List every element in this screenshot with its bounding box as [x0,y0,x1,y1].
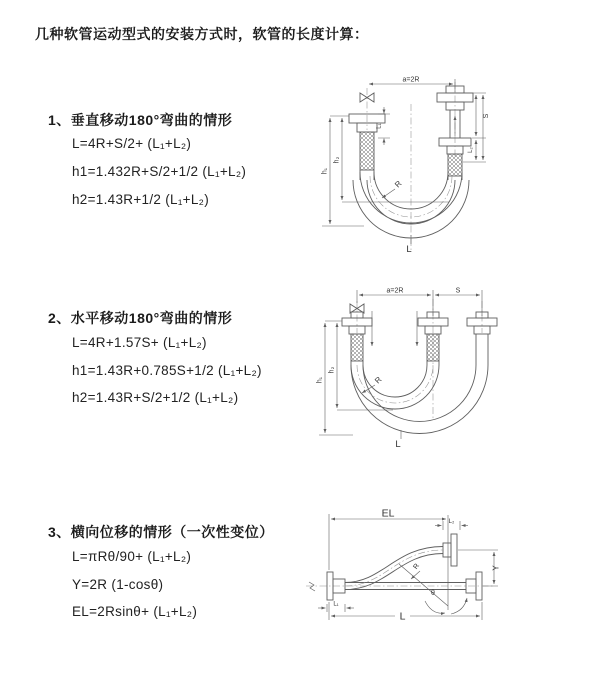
height-outer-label: h₁ [321,167,329,175]
height-inner-label: h₂ [328,366,336,374]
span-label: a=2R [402,76,420,84]
effective-length-label: EL [381,507,395,520]
section-1-formula-h1: h1=1.432R+S/2+1/2 (L₁+L₂) [72,164,247,179]
length-label: L [395,439,401,450]
diagram-vertical-bend [312,68,587,258]
angle-callout [399,564,467,614]
section-2-formula-L: L=4R+1.57S+ (L₁+L₂) [72,335,207,350]
length-callout [395,430,401,450]
dimension-heights [322,116,450,226]
offset-label: Y [491,565,501,571]
diagram-lateral-shift [298,505,598,663]
length-label: L [399,610,406,623]
radius-label: R [412,562,422,571]
span-label: a=2R [386,287,404,295]
section-3-heading: 3、横向位移的情形（一次性变位） [48,524,274,540]
hose-bend-arcs [351,365,488,434]
dimension-fitting-right [435,519,468,530]
section-2-formula-h1: h1=1.43R+0.785S+1/2 (L₁+L₂) [72,363,262,378]
section-1-heading: 1、垂直移动180°弯曲的情形 [48,112,233,128]
radius-label: R [373,375,384,386]
section-1-formula-h2: h2=1.43R+1/2 (L₁+L₂) [72,192,210,207]
displaced-hose [345,534,457,590]
centerlines [367,82,455,252]
fitting-left-label: L₁ [333,601,339,608]
middle-fitting [418,312,448,365]
dimension-fitting-left [377,107,391,145]
angle-label: θ [431,590,435,597]
radius-callout [382,179,404,198]
fitting-right-label: L₂ [468,147,474,153]
height-outer-label: h₁ [316,376,324,384]
section-3-formula-L: L=πRθ/90+ (L₁+L₂) [72,549,192,564]
dimension-length [329,602,482,623]
section-2-formula-h2: h2=1.43R+S/2+1/2 (L₁+L₂) [72,390,239,405]
pipe-break-icon [309,582,315,591]
dimension-span [369,77,455,93]
section-3-formula-Y: Y=2R (1-cosθ) [72,577,164,592]
section-2-heading: 2、水平移动180°弯曲的情形 [48,310,233,326]
fitting-left-label: L₁ [376,123,383,129]
radius-callout [411,563,421,579]
dimension-offset [458,550,501,586]
page-title: 几种软管运动型式的安装方式时，软管的长度计算： [35,26,369,42]
section-1-formula-L: L=4R+S/2+ (L₁+L₂) [72,136,192,151]
diagram-horizontal-bend [313,283,588,458]
stroke-label: S [455,287,461,295]
dimension-span [357,288,482,317]
height-inner-label: h₂ [333,156,341,164]
stroke-label: S [483,113,490,119]
dimension-fitting-left [318,602,354,613]
movement-arrows [372,311,417,346]
radius-label: R [393,179,404,190]
length-label: L [406,244,412,255]
fitting-right-label: L₂ [448,519,455,525]
section-3-formula-EL: EL=2Rsinθ+ (L₁+L₂) [72,604,198,619]
